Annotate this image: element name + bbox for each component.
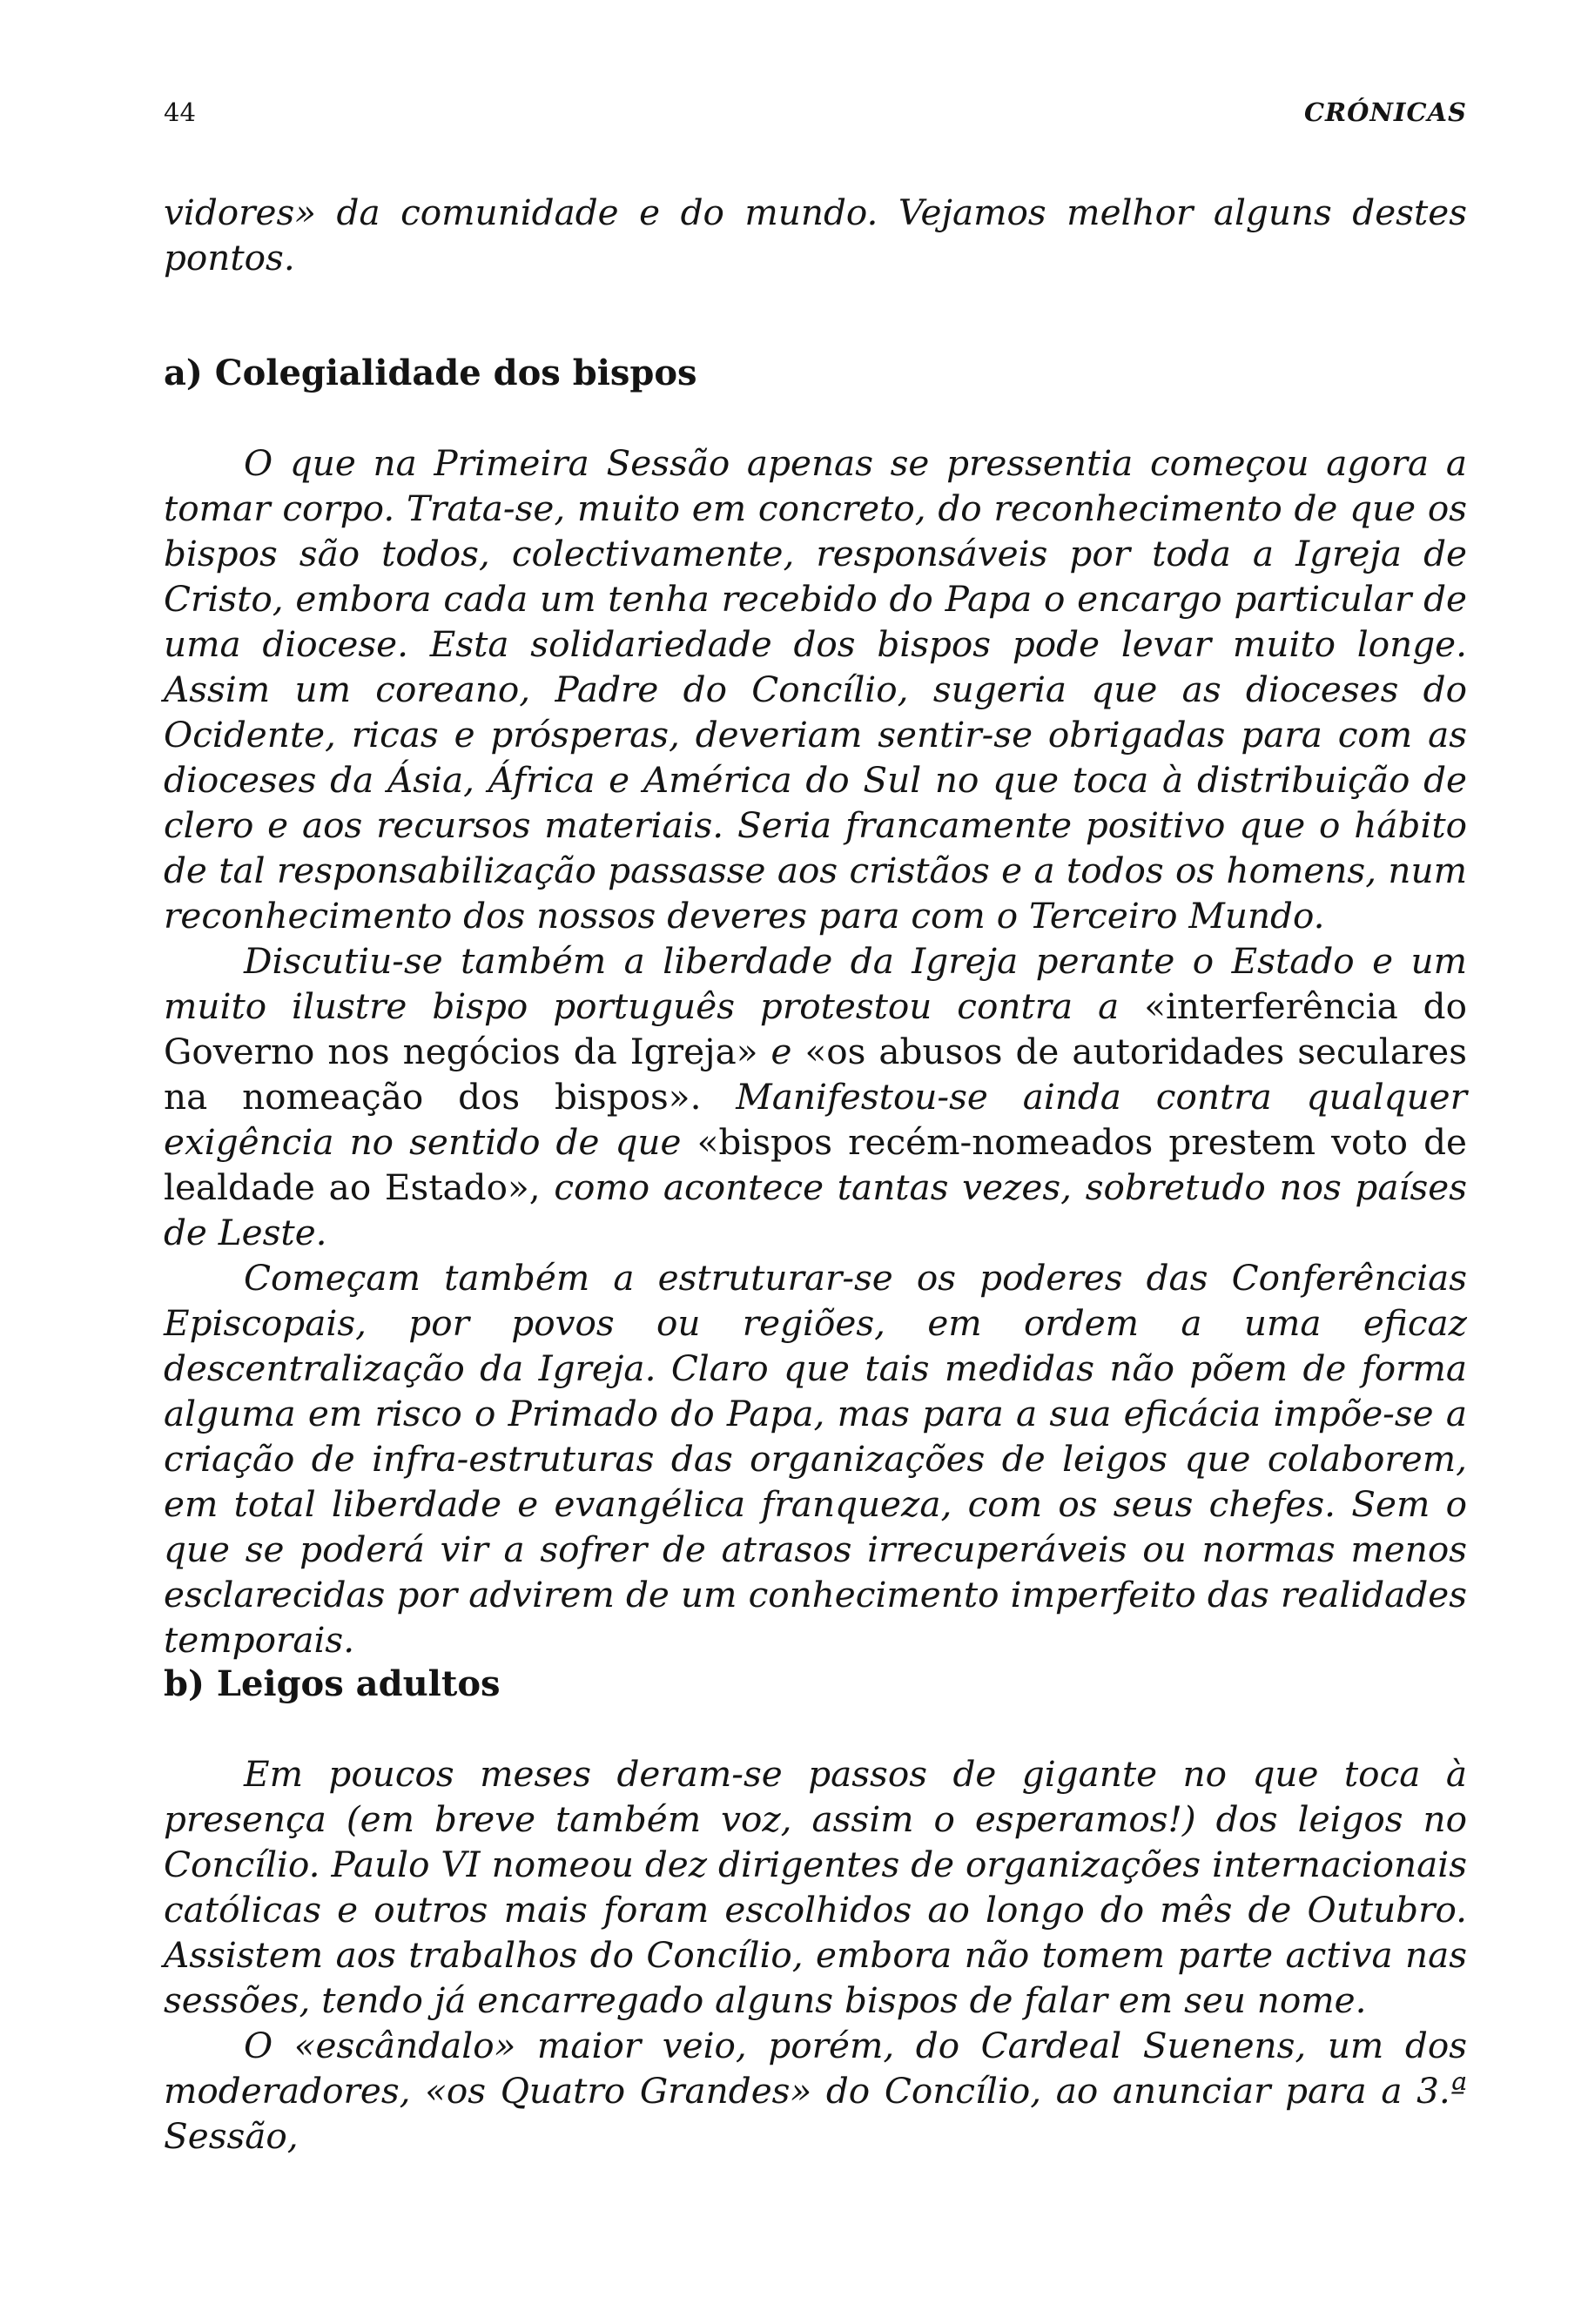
intro-paragraph: vidores» da comunidade e do mundo. Vejamos melhor alguns destes pontos. [164, 191, 1467, 279]
intro-block [164, 190, 1467, 280]
section-a-paragraph-1: O que na Primeira Sessão apenas se pressentia começou agora a tomar corpo. Trata-se, muito em concreto, do reconhecimento de que os bispos são todos, colectivamente, responsáveis por toda a Igreja de Cristo, embora cada um tenha recebido do Papa o encargo particular de uma diocese. Esta solidariedade dos bispos pode levar muito longe. Assim um coreano, Padre do Concílio, sugeria que as dioceses do Ocidente, ricas e prósperas, deveriam sentir-se obrigadas para com as dioceses da Ásia, África e América do Sul no que toca à distribuição de clero e aos recursos materiais. Seria francamente positivo que o hábito de tal responsabilização passasse aos cristãos e a todos os homens, num reconhecimento dos nossos deveres para com o Terceiro Mundo. [164, 442, 1467, 937]
p2-quote-1: «interferência do Governo nos negócios da Igreja» [164, 985, 1467, 1072]
p2-text-4: como acontece tantas vezes, sobretudo nos países de Leste. [164, 1166, 1467, 1253]
section-a-body [164, 440, 1467, 1662]
section-b-body [164, 1751, 1467, 2159]
section-a-heading: a) Colegialidade dos bispos [164, 353, 697, 393]
section-a-paragraph-2 [164, 938, 1467, 1255]
p2-quote-2: «os abusos de autoridades seculares na nomeação dos bispos». [164, 1031, 1467, 1118]
running-title: CRÓNICAS [1303, 97, 1467, 127]
page-number: 44 [164, 97, 196, 127]
p2-quote-3: «bispos recém-nomeados prestem voto de lealdade ao Estado», [164, 1121, 1467, 1208]
p2-text-2: e [757, 1031, 805, 1072]
section-b-heading: b) Leigos adultos [164, 1663, 501, 1704]
section-b-paragraph-1: Em poucos meses deram-se passos de gigante no que toca à presença (em breve também voz, assim o esperamos!) dos leigos no Concílio. Paulo VI nomeou dez dirigentes de organizações internacionais católicas e outros mais foram escolhidos ao longo do mês de Outubro. Assistem aos trabalhos do Concílio, embora não tomem parte activa nas sessões, tendo já encarregado alguns bispos de falar em seu nome. [164, 1753, 1467, 2021]
section-b-paragraph-2: O «escândalo» maior veio, porém, do Cardeal Suenens, um dos moderadores, «os Quatro Grandes» do Concílio, ao anunciar para a 3.ª Sessão, [164, 2025, 1467, 2157]
p2-text-1: Discutiu-se também a liberdade da Igreja perante o Estado e um muito ilustre bispo português protestou contra a [164, 940, 1467, 1027]
p2-text-3: Manifestou-se ainda contra qualquer exigência no sentido de que [164, 1076, 1468, 1163]
section-b-heading-wrap [164, 1662, 501, 1707]
section-a-heading-wrap [164, 351, 697, 396]
section-a-paragraph-3: Começam também a estruturar-se os poderes das Conferências Episcopais, por povos ou regiões, em ordem a uma eficaz descentralização da Igreja. Claro que tais medidas não põem de forma alguma em risco o Primado do Papa, mas para a sua eficácia impõe-se a criação de infra-estruturas das organizações de leigos que colaborem, em total liberdade e evangélica franqueza, com os seus chefes. Sem o que se poderá vir a sofrer de atrasos irrecuperáveis ou normas menos esclarecidas por advirem de um conhecimento imperfeito das realidades temporais. [164, 1257, 1467, 1661]
page-header [164, 97, 1467, 141]
